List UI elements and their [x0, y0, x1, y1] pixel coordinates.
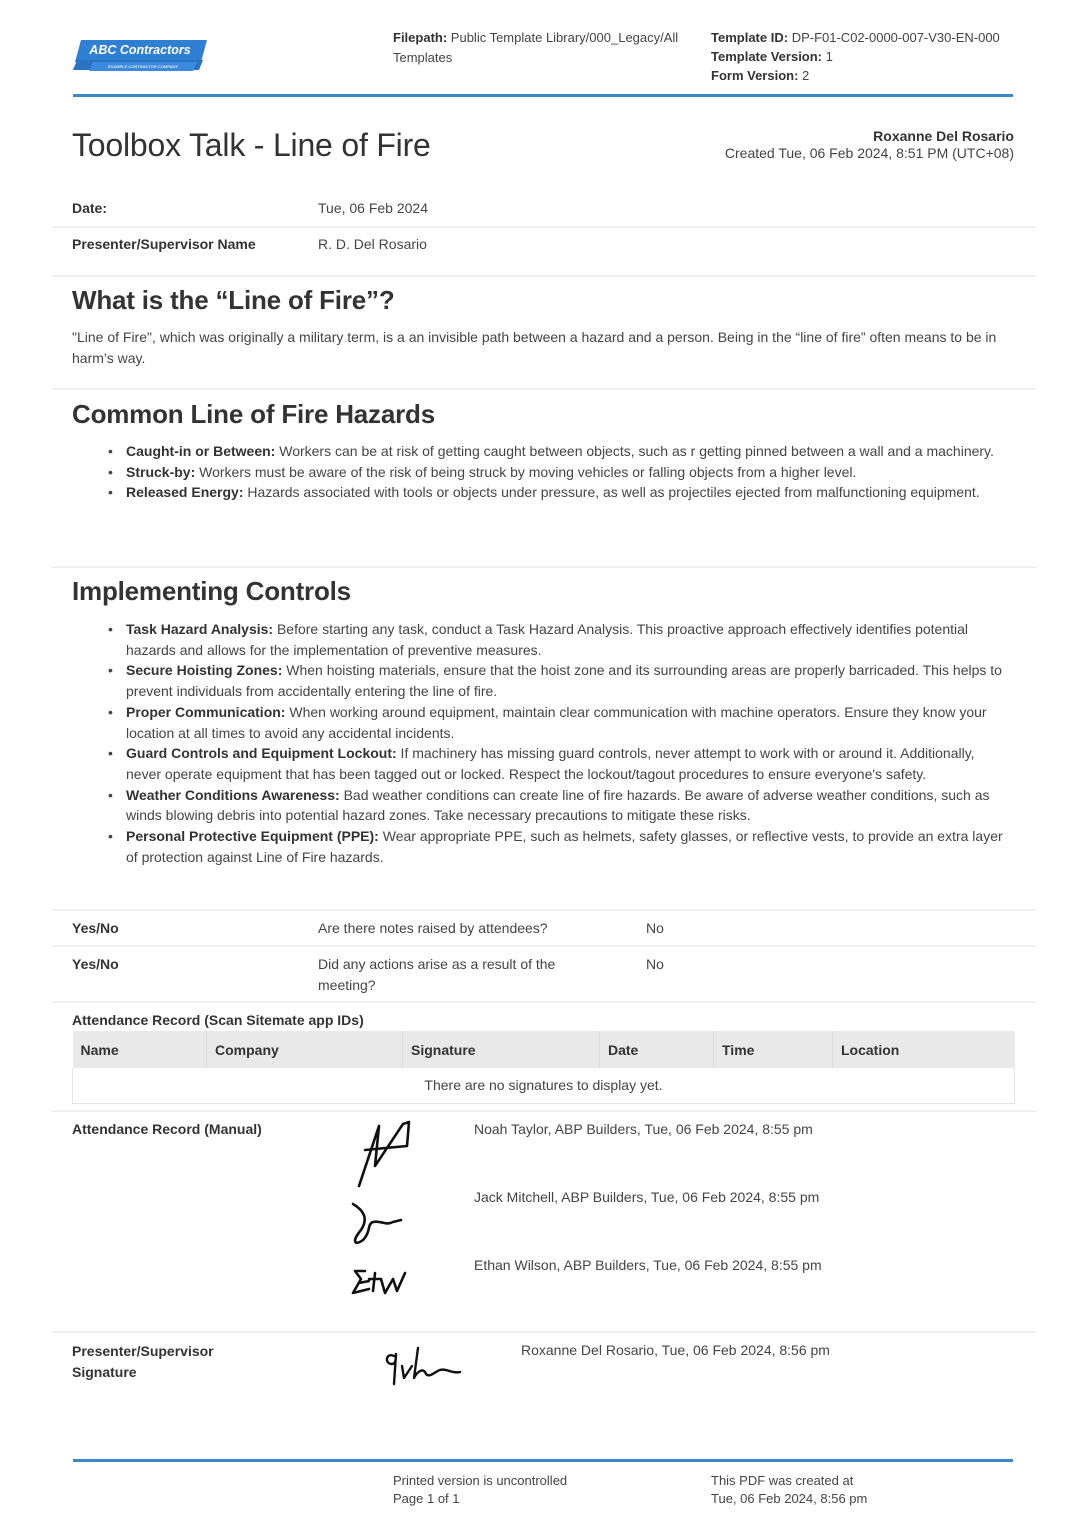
question-row: [52, 947, 1036, 1003]
document-title: Toolbox Talk - Line of Fire: [72, 127, 431, 163]
divider: [52, 1110, 1036, 1112]
list-item: • Task Hazard Analysis: Before starting any task, conduct a Task Hazard Analysis. This proactive approach effectively identifies potential hazards and allows for the implementation of preventive measures.: [108, 619, 1013, 660]
svg-text:ABC Contractors: ABC Contractors: [89, 43, 191, 57]
controls-list: [108, 619, 1013, 867]
list-item: • Guard Controls and Equipment Lockout: If machinery has missing guard controls, never attempt to work with or around it. Additionally, never operate equipment that has been tagged out or locked. Respect the lockout/tagout procedures to ensure everyone's safety.: [108, 743, 1013, 784]
column-header: Company: [207, 1031, 403, 1068]
attendance-scan-title: Attendance Record (Scan Sitemate app IDs): [72, 1012, 364, 1028]
signature-image-icon: [345, 1265, 415, 1305]
question-text: Are there notes raised by attendees?: [318, 920, 548, 936]
question-row: [52, 911, 1036, 947]
divider: [52, 566, 1036, 568]
table-header-row: [73, 1031, 1015, 1068]
divider: [52, 388, 1036, 390]
signature-image-icon: [378, 1344, 468, 1390]
pdf-created-label: This PDF was created at: [711, 1473, 854, 1488]
pdf-created-value: Tue, 06 Feb 2024, 8:56 pm: [711, 1491, 868, 1506]
filepath-meta: [393, 28, 693, 68]
signature-ethan: [345, 1265, 415, 1310]
list-item: • Proper Communication: When working around equipment, maintain clear communication with machine operators. Ensure they know your location at all times to avoid any accidental incidents.: [108, 702, 1013, 743]
list-item: • Personal Protective Equipment (PPE): Wear appropriate PPE, such as helmets, safety glasses, or reflective vests, to provide an extra layer of protection against Line of Fire hazards.: [108, 826, 1013, 867]
signature-image-icon: [345, 1200, 415, 1250]
attendee-entry: Noah Taylor, ABP Builders, Tue, 06 Feb 2024, 8:55 pm: [474, 1121, 813, 1137]
company-logo: [73, 36, 209, 74]
field-row-presenter: [52, 228, 1036, 277]
question-answer: No: [646, 956, 664, 972]
signature-image-icon: [345, 1116, 425, 1191]
column-header: Signature: [403, 1031, 600, 1068]
signature-jack: [345, 1200, 415, 1255]
field-label: Date:: [72, 200, 108, 216]
section-heading-hazards: Common Line of Fire Hazards: [72, 399, 435, 429]
list-item: • Caught-in or Between: Workers can be at risk of getting caught between objects, such as r getting pinned between a wall and a machinery.: [108, 441, 1013, 462]
list-item: • Released Energy: Hazards associated with tools or objects under pressure, as well as projectiles ejected from malfunctioning equipment.: [108, 482, 1013, 503]
field-label: Presenter/Supervisor Name: [72, 236, 256, 252]
form-version-label: Form Version:: [711, 68, 799, 83]
form-version-value: 2: [802, 68, 810, 83]
creator-name: Roxanne Del Rosario: [873, 128, 1014, 144]
column-header: Name: [73, 1031, 207, 1068]
uncontrolled-notice: Printed version is uncontrolled: [393, 1473, 568, 1488]
logo-badge-icon: [73, 36, 209, 74]
question-answer: No: [646, 920, 664, 936]
column-header: Location: [833, 1031, 1015, 1068]
list-item: • Struck-by: Workers must be aware of the risk of being struck by moving vehicles or falling objects from a higher level.: [108, 462, 1013, 483]
attendee-entry: Jack Mitchell, ABP Builders, Tue, 06 Feb 2024, 8:55 pm: [474, 1189, 820, 1205]
section-heading-what-is: What is the “Line of Fire”?: [72, 285, 395, 315]
what-is-text: "Line of Fire", which was originally a military term, is a an invisible path between a hazard and a person. Being in the “line of fire” often means to be in harm’s way.: [72, 329, 997, 366]
attendee-entry: Ethan Wilson, ABP Builders, Tue, 06 Feb 2024, 8:55 pm: [474, 1257, 822, 1273]
footer-left: [393, 1472, 567, 1508]
signature-noah: [345, 1116, 425, 1196]
template-meta: [711, 28, 1041, 85]
footer-right: [711, 1472, 867, 1508]
question-type: Yes/No: [72, 956, 119, 972]
divider: [52, 1331, 1036, 1333]
page-number: Page 1 of 1: [393, 1491, 460, 1506]
filepath-value: Public Template Library/000_Legacy/All Templates: [393, 30, 679, 65]
template-id-label: Template ID:: [711, 30, 789, 45]
field-value: Tue, 06 Feb 2024: [318, 200, 429, 216]
created-timestamp: Created Tue, 06 Feb 2024, 8:51 PM (UTC+08): [724, 145, 1014, 161]
question-type: Yes/No: [72, 920, 119, 936]
hazards-list: [108, 441, 1013, 503]
column-header: Time: [714, 1031, 833, 1068]
attendance-scan-table: [72, 1031, 1015, 1104]
field-row-date: [52, 190, 1036, 228]
question-text: Did any actions arise as a result of the meeting?: [318, 956, 556, 993]
template-id-value: DP-F01-C02-0000-007-V30-EN-000: [791, 30, 1000, 45]
document-creator: [725, 128, 1014, 162]
column-header: Date: [600, 1031, 714, 1068]
presenter-signature: [378, 1344, 468, 1395]
attendance-manual-label: Attendance Record (Manual): [72, 1121, 262, 1137]
list-item: • Weather Conditions Awareness: Bad weather conditions can create line of fire hazards. Be aware of adverse weather conditions, such as winds blowing debris into potential hazard zones. Take necessary precautions to mitigate these risks.: [108, 785, 1013, 826]
section-heading-controls: Implementing Controls: [72, 576, 351, 606]
template-version-label: Template Version:: [711, 49, 823, 64]
table-row: [73, 1068, 1015, 1103]
presenter-signature-entry: Roxanne Del Rosario, Tue, 06 Feb 2024, 8:56 pm: [521, 1342, 830, 1358]
list-item: • Secure Hoisting Zones: When hoisting materials, ensure that the hoist zone and its surrounding areas are properly barricaded. This helps to prevent individuals from accidentally entering the line of fire.: [108, 660, 1013, 701]
footer-divider: [73, 1459, 1013, 1462]
svg-text:EXAMPLE CONTRACTOR COMPANY: EXAMPLE CONTRACTOR COMPANY: [107, 64, 179, 69]
header-divider: [73, 94, 1013, 97]
template-version-value: 1: [825, 49, 833, 64]
presenter-signature-label: Presenter/Supervisor Signature: [72, 1343, 214, 1380]
filepath-label: Filepath:: [393, 30, 448, 45]
field-value: R. D. Del Rosario: [318, 236, 427, 252]
empty-message: There are no signatures to display yet.: [73, 1068, 1015, 1103]
